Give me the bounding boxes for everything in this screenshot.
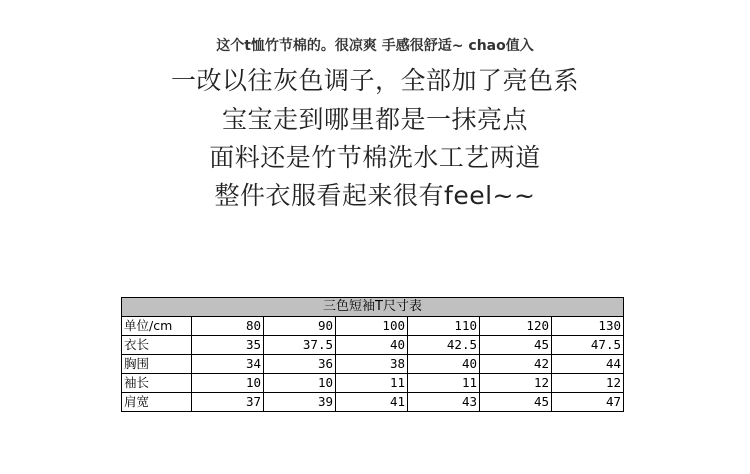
promo-subtitle: 这个t恤竹节棉的。很凉爽 手感很舒适~ chao值入 [216,38,534,54]
table-cell: 40 [336,336,408,355]
table-cell: 37 [192,393,264,412]
row-label: 单位/cm [122,317,192,336]
table-cell: 41 [336,393,408,412]
table-cell: 10 [264,374,336,393]
table-cell: 36 [264,355,336,374]
table-cell: 45 [480,393,552,412]
table-row [122,374,624,393]
promo-line-3: 面料还是竹节棉洗水工艺两道 [209,143,541,172]
table-cell: 90 [264,317,336,336]
size-table [121,297,624,412]
table-cell: 42 [480,355,552,374]
table-row [122,393,624,412]
table-cell: 100 [336,317,408,336]
table-cell: 39 [264,393,336,412]
table-cell: 35 [192,336,264,355]
table-cell: 11 [408,374,480,393]
table-row [122,336,624,355]
size-table-title-row [122,298,624,317]
table-cell: 110 [408,317,480,336]
table-cell: 47.5 [552,336,624,355]
table-cell: 12 [480,374,552,393]
table-row [122,317,624,336]
table-cell: 80 [192,317,264,336]
table-cell: 44 [552,355,624,374]
size-table-title: 三色短袖T尺寸表 [122,298,624,317]
row-label: 胸围 [122,355,192,374]
table-cell: 40 [408,355,480,374]
table-cell: 120 [480,317,552,336]
table-cell: 38 [336,355,408,374]
row-label: 袖长 [122,374,192,393]
table-cell: 43 [408,393,480,412]
row-label: 衣长 [122,336,192,355]
row-label: 肩宽 [122,393,192,412]
promo-line-4: 整件衣服看起来很有feel~~ [214,181,536,210]
table-cell: 37.5 [264,336,336,355]
table-cell: 10 [192,374,264,393]
table-cell: 47 [552,393,624,412]
table-cell: 34 [192,355,264,374]
table-cell: 12 [552,374,624,393]
table-row [122,355,624,374]
table-cell: 45 [480,336,552,355]
promo-line-1: 一改以往灰色调子，全部加了亮色系 [170,66,579,95]
table-cell: 11 [336,374,408,393]
table-cell: 42.5 [408,336,480,355]
promo-line-2: 宝宝走到哪里都是一抹亮点 [221,105,528,134]
table-cell: 130 [552,317,624,336]
